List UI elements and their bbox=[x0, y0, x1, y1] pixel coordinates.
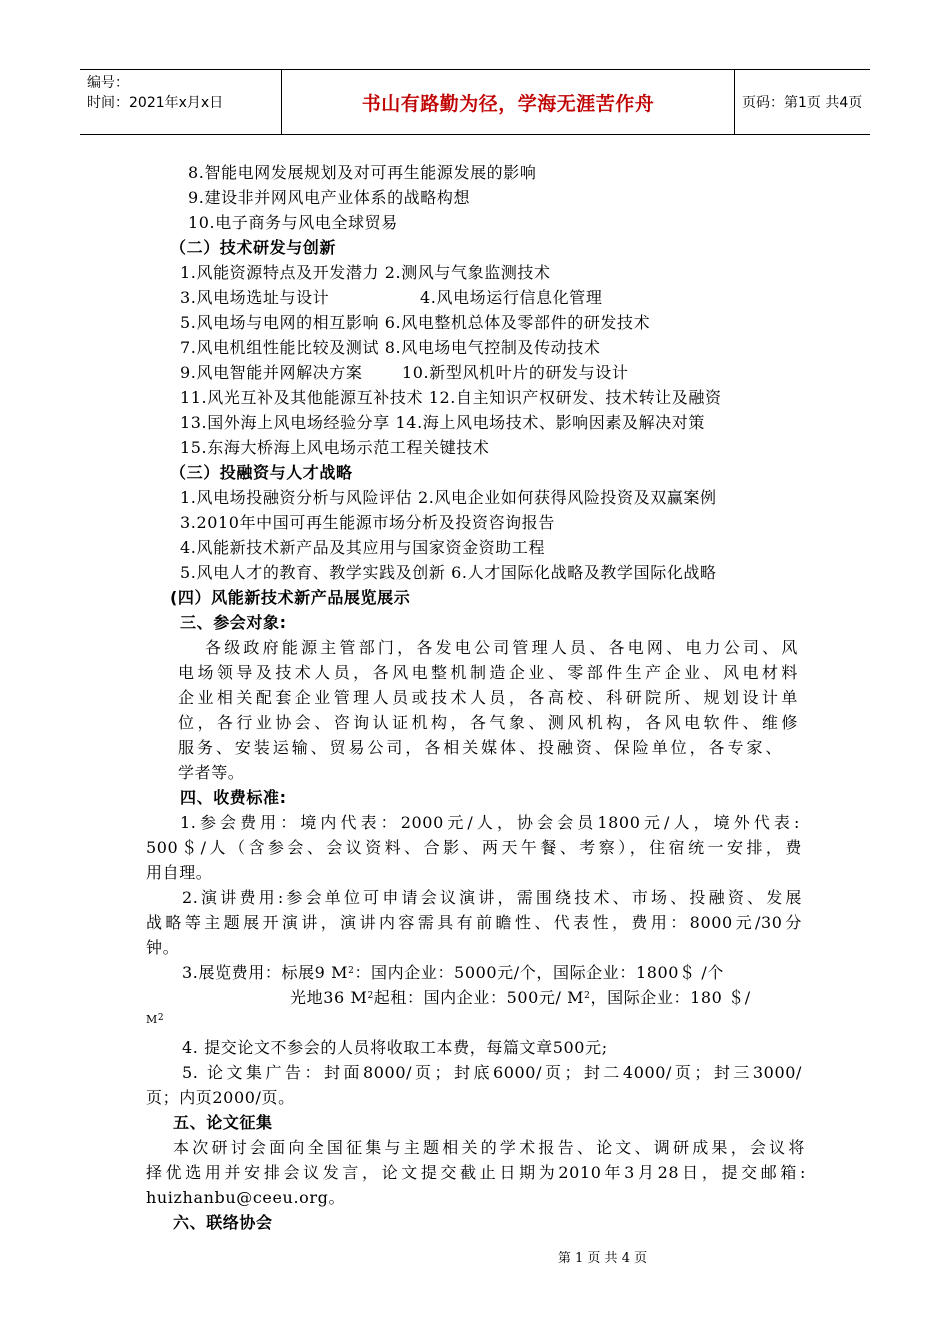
superscript: 2 bbox=[348, 966, 355, 976]
header-meta bbox=[80, 70, 280, 134]
section-heading: 五、论文征集 bbox=[173, 1113, 273, 1132]
fee-line bbox=[290, 986, 751, 1010]
section-heading: (四）风能新技术新产品展览展示 bbox=[170, 588, 411, 607]
section-heading: （三）投融资与人才战略 bbox=[170, 463, 353, 482]
page-header bbox=[80, 69, 870, 135]
topic-item: 7.风电机组性能比较及测试 8.风电场电气控制及传动技术 bbox=[180, 338, 601, 357]
paragraph-line: 企业相关配套企业管理人员或技术人员，各高校、科研院所、规划设计单 bbox=[178, 688, 798, 707]
topic-item: 4.风能新技术新产品及其应用与国家资金资助工程 bbox=[180, 538, 546, 557]
section-heading: （二）技术研发与创新 bbox=[170, 238, 337, 257]
paragraph-line: 电场领导及技术人员，各风电整机制造企业、零部件生产企业、风电材料 bbox=[178, 663, 798, 682]
topic-item: 5.风电场与电网的相互影响 6.风电整机总体及零部件的研发技术 bbox=[180, 313, 651, 332]
section-heading: 六、联络协会 bbox=[173, 1213, 273, 1232]
fee-line: 1.参会费用：境内代表：2000元/人，协会会员1800元/人，境外代表: bbox=[180, 813, 800, 832]
document-time-label: 时间：2021年x月x日 bbox=[87, 95, 224, 111]
topic-item: 9.建设非并网风电产业体系的战略构想 bbox=[188, 188, 471, 207]
topic-item: 1.风能资源特点及开发潜力 2.测风与气象监测技术 bbox=[180, 263, 551, 282]
paragraph-line: 位，各行业协会、咨询认证机构，各气象、测风机构，各风电软件、维修 bbox=[178, 713, 798, 732]
fee-line: 钟。 bbox=[146, 938, 180, 957]
topic-item: 8.智能电网发展规划及对可再生能源发展的影响 bbox=[188, 163, 537, 182]
header-divider bbox=[734, 70, 735, 134]
fee-line bbox=[146, 1008, 164, 1032]
fee-line bbox=[182, 961, 724, 985]
fee-line: 页；内页2000/页。 bbox=[146, 1088, 295, 1107]
section-heading: 四、收费标准: bbox=[180, 788, 287, 807]
fee-line: 用自理。 bbox=[146, 863, 213, 882]
superscript: 2 bbox=[157, 1013, 165, 1023]
topic-item: 10.新型风机叶片的研发与设计 bbox=[402, 363, 629, 382]
section-heading: 三、参会对象: bbox=[180, 613, 287, 632]
topic-item: 3.2010年中国可再生能源市场分析及投资咨询报告 bbox=[180, 513, 555, 532]
fee-text: ，国际企业：180 ＄/ bbox=[590, 988, 751, 1007]
paragraph-line: 本次研讨会面向全国征集与主题相关的学术报告、论文、调研成果，会议将 bbox=[173, 1138, 805, 1157]
paragraph-line: 学者等。 bbox=[178, 763, 245, 782]
topic-item: 13.国外海上风电场经验分享 14.海上风电场技术、影响因素及解决对策 bbox=[180, 413, 705, 432]
fee-line: 2.演讲费用:参会单位可申请会议演讲，需围绕技术、市场、投融资、发展 bbox=[182, 888, 802, 907]
fee-line: 战略等主题展开演讲，演讲内容需具有前瞻性、代表性，费用：8000元/30分 bbox=[146, 913, 802, 932]
topic-item: 1.风电场投融资分析与风险评估 2.风电企业如何获得风险投资及双赢案例 bbox=[180, 488, 717, 507]
topic-item: 11.风光互补及其他能源互补技术 12.自主知识产权研发、技术转让及融资 bbox=[180, 388, 722, 407]
topic-item: 3.风电场选址与设计 bbox=[180, 288, 330, 307]
topic-item: 4.风电场运行信息化管理 bbox=[420, 288, 603, 307]
paragraph-line: 各级政府能源主管部门，各发电公司管理人员、各电网、电力公司、风 bbox=[205, 638, 798, 657]
superscript: 2 bbox=[367, 991, 374, 1001]
fee-line: 4. 提交论文不参会的人员将收取工本费，每篇文章500元; bbox=[182, 1038, 608, 1057]
fee-text: 起租：国内企业：500元/ M bbox=[373, 988, 585, 1007]
paragraph-line: 服务、安装运输、贸易公司，各相关媒体、投融资、保险单位，各专家、 bbox=[178, 738, 782, 757]
fee-text: ：国内企业：5000元/个，国际企业：1800＄ /个 bbox=[354, 963, 724, 982]
fee-text: M bbox=[146, 1013, 158, 1026]
topic-item: 9.风电智能并网解决方案 bbox=[180, 363, 363, 382]
topic-item: 5.风电人才的教育、教学实践及创新 6.人才国际化战略及教学国际化战略 bbox=[180, 563, 717, 582]
fee-line: 5. 论文集广告：封面8000/页；封底6000/页；封二4000/页；封三3000/ bbox=[182, 1063, 802, 1082]
header-page-number: 页码：第1页 共4页 bbox=[742, 95, 863, 111]
fee-text: 3.展览费用：标展9 M bbox=[182, 963, 349, 982]
topic-item: 10.电子商务与风电全球贸易 bbox=[188, 213, 398, 232]
paragraph-line: 择优选用并安排会议发言，论文提交截止日期为2010年3月28日，提交邮箱: bbox=[146, 1163, 806, 1182]
footer-page-number: 第 1 页 共 4 页 bbox=[557, 1251, 648, 1266]
superscript: 2 bbox=[584, 991, 591, 1001]
topic-item: 15.东海大桥海上风电场示范工程关键技术 bbox=[180, 438, 490, 457]
page-footer bbox=[0, 1247, 950, 1266]
paragraph-line: huizhanbu@ceeu.org。 bbox=[146, 1188, 346, 1207]
fee-text: 光地36 M bbox=[290, 988, 368, 1007]
header-motto: 书山有路勤为径，学海无涯苦作舟 bbox=[361, 92, 655, 115]
fee-line: 500＄/人（含参会、会议资料、合影、两天午餐、考察），住宿统一安排，费 bbox=[146, 838, 802, 857]
document-number-label: 编号： bbox=[87, 75, 129, 91]
